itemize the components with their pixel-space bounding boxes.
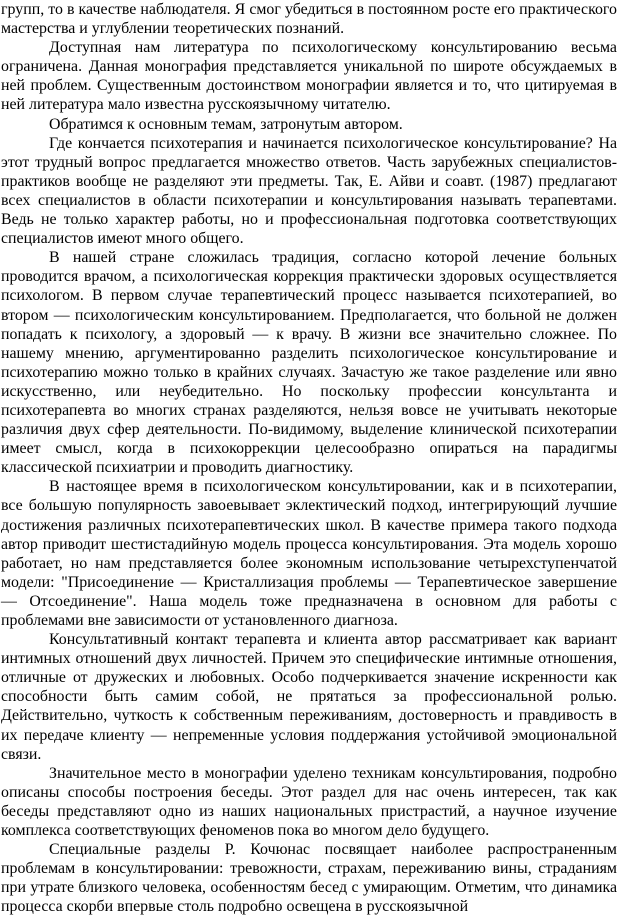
- paragraph-3: Обратимся к основным темам, затронутым автором.: [49, 115, 403, 133]
- paragraph-5: В нашей стране сложилась традиция, согласно которой лечение больных проводится врачом, а психологическая коррекция практически здоровых осуществляется психологом. В первом случае терапевтический процесс называется психотерапией, во втором — психологическим консультированием. Предполагается, что больной не должен попадать к психологу, а здоровый — к врачу. В жизни все значительно сложнее. По нашему мнению, аргументированно разделить психологическое консультирование и психотерапию можно только в крайних случаях. Зачастую же такое разделение или явно искусственно, или неубедительно. Но поскольку профессии консультанта и психотерапевта во многих странах разделяются, нельзя вовсе не учитывать некоторые различия двух сфер деятельности. По-видимому, выделение клинической психотерапии имеет смысл, когда в психокоррекции целесообразно опираться на парадигмы классической психиатрии и проводить диагностику.: [1, 249, 617, 477]
- paragraph-4: Где кончается психотерапия и начинается психологическое консультирование? На этот трудный вопрос предлагается множество ответов. Часть зарубежных специалистов-практиков вообще не разделяют эти предметы. Так, Е. Айви и соавт. (1987) предлагают всех специалистов в области психотерапии и консультирования называть терапевтами. Ведь не только характер работы, но и профессиональная подготовка соответствующих специалистов имеют много общего.: [1, 134, 617, 248]
- paragraph-8: Значительное место в монографии уделено техникам консультирования, подробно описаны способы построения беседы. Этот раздел для нас очень интересен, так как беседы представляют одно из наших национальных пристрастий, а научное изучение комплекса соответствующих феноменов пока во многом дело будущего.: [1, 764, 617, 840]
- paragraph-9: Специальные разделы Р. Кочюнас посвящает наиболее распространенным проблемам в консультировании: тревожности, страхам, переживанию вины, страданиям при утрате близкого человека, особенностям бесед с умирающим. Отметим, что динамика процесса скорби впервые столь подробно освещена в русскоязычной: [1, 841, 617, 916]
- paragraph-2: Доступная нам литература по психологическому консультированию весьма ограничена. Данная монография представляется уникальной по широте обсуждаемых в ней проблем. Существенным достоинством монографии является и то, что цитируемая в ней литература мало известна русскоязычному читателю.: [1, 39, 617, 114]
- paragraph-6: В настоящее время в психологическом консультировании, как и в психотерапии, все большую популярность завоевывает эклектический подход, интегрирующий лучшие достижения различных психотерапевтических школ. В качестве примера такого подхода автор приводит шестистадийную модель процесса консультирования. Эта модель хорошо работает, но нам представляется более экономным использование четырехступенчатой модели: "Присоединение — Кристаллизация проблемы — Терапевтическое завершение — Отсоединение". Наша модель тоже предназначена в основном для работы с проблемами вне зависимости от установленного диагноза.: [1, 478, 617, 629]
- paragraph-1: групп, то в качестве наблюдателя. Я смог убедиться в постоянном росте его практического мастерства и углублении теоретических познаний.: [1, 1, 617, 38]
- paragraph-7: Консультативный контакт терапевта и клиента автор рассматривает как вариант интимных отношений двух личностей. Причем это специфические интимные отношения, отличные от дружеских и любовных. Особо подчеркивается значение искренности как способности быть самим собой, не прятаться за профессиональной ролью. Действительно, чуткость к собственным переживаниям, достоверность и правдивость в их передаче клиенту — непременные условия поддержания устойчивой эмоциональной связи.: [1, 631, 617, 763]
